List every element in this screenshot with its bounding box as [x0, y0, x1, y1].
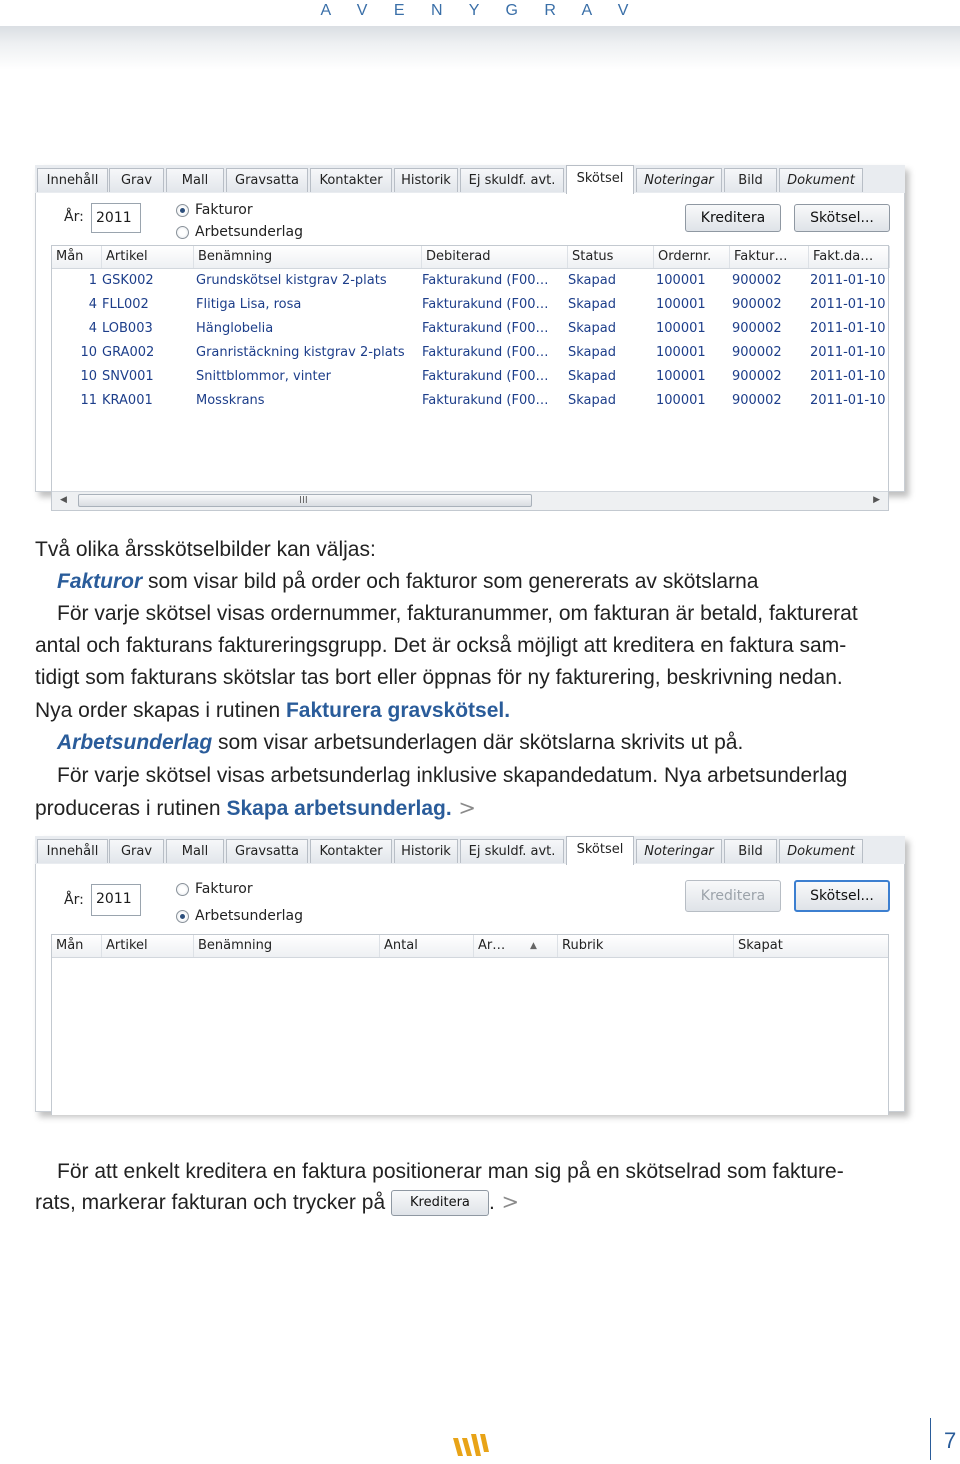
kreditera-button[interactable]: Kreditera: [685, 204, 781, 232]
tab-historik[interactable]: Historik: [394, 168, 458, 192]
cell-man: 4: [88, 297, 97, 312]
horizontal-scrollbar[interactable]: [52, 491, 888, 510]
column-header[interactable]: Benämning: [194, 246, 422, 268]
text-fragment: rats, markerar fakturan och trycker på: [35, 1191, 391, 1214]
cell-benamning: Flitiga Lisa, rosa: [196, 297, 302, 312]
cell-man: 4: [88, 321, 97, 336]
cell-fakt-datum: 2011-01-10: [810, 345, 886, 360]
cell-benamning: Granristäckning kistgrav 2-plats: [196, 345, 405, 360]
skapa-arbetsunderlag-link: Skapa arbetsunderlag.: [226, 797, 452, 820]
cell-status: Skapad: [568, 321, 616, 336]
tab-bild[interactable]: Bild: [724, 168, 777, 192]
skotsel-button[interactable]: Skötsel...: [794, 204, 890, 232]
year-label: År:: [64, 892, 84, 908]
radio-arbetsunderlag-label: Arbetsunderlag: [195, 224, 303, 240]
text-line: antal och fakturans faktureringsgrupp. Det är också möjligt att kreditera en faktura sam-: [35, 634, 847, 657]
cell-artikel: FLL002: [102, 297, 149, 312]
cell-ordernr: 100001: [656, 297, 706, 312]
radio-fakturor-label: Fakturor: [195, 202, 253, 218]
year-input[interactable]: 2011: [91, 884, 141, 916]
year-label: År:: [64, 209, 84, 225]
table-header: [52, 246, 888, 269]
column-header[interactable]: Status: [568, 246, 654, 268]
scroll-right-icon[interactable]: ▶: [873, 495, 880, 505]
cell-debiterad: Fakturakund (F00…: [422, 345, 549, 360]
page-number: 7: [944, 1428, 957, 1453]
cell-ordernr: 100001: [656, 321, 706, 336]
table-row[interactable]: [52, 365, 888, 389]
kreditera-inline-button: Kreditera: [391, 1190, 489, 1216]
sort-ascending-icon: ▲: [530, 941, 537, 951]
radio-arbetsunderlag[interactable]: [176, 224, 303, 240]
column-header[interactable]: Ordernr.: [654, 246, 730, 268]
arbetsunderlag-table: [51, 934, 889, 1115]
screenshot-arbetsunderlag: [35, 836, 905, 1112]
arbetsunderlag-term: Arbetsunderlag: [57, 731, 213, 754]
cell-fakturanr: 900002: [732, 297, 782, 312]
scrollbar-thumb[interactable]: [78, 494, 532, 507]
scroll-left-icon[interactable]: ◀: [60, 495, 67, 505]
tab-gravsatta[interactable]: Gravsatta: [226, 168, 308, 192]
radio-selected-icon: [176, 910, 189, 923]
table-row[interactable]: [52, 389, 888, 413]
cell-man: 11: [80, 393, 97, 408]
fakturor-table: [51, 245, 889, 511]
cell-artikel: SNV001: [102, 369, 154, 384]
header-title: A V E N Y G R A V: [320, 2, 640, 19]
year-input[interactable]: 2011: [91, 203, 141, 233]
text-line: [35, 699, 915, 723]
tab-kontakter[interactable]: Kontakter: [310, 839, 392, 863]
header-band: [0, 26, 960, 70]
cell-ordernr: 100001: [656, 273, 706, 288]
cell-fakt-datum: 2011-01-10: [810, 321, 886, 336]
grip-icon: III: [299, 495, 308, 506]
cell-debiterad: Fakturakund (F00…: [422, 369, 549, 384]
cell-debiterad: Fakturakund (F00…: [422, 297, 549, 312]
cell-man: 10: [80, 369, 97, 384]
tab-grav[interactable]: Grav: [109, 839, 164, 863]
text-fragment: Nya order skapas i rutinen: [35, 699, 286, 722]
fakturor-term: Fakturor: [57, 570, 143, 593]
column-header[interactable]: Mån: [52, 935, 102, 957]
column-header[interactable]: Rubrik: [558, 935, 734, 957]
radio-fakturor-label: Fakturor: [195, 881, 253, 897]
tab-mall[interactable]: Mall: [166, 168, 224, 192]
tab-bild[interactable]: Bild: [724, 839, 777, 863]
cell-fakturanr: 900002: [732, 273, 782, 288]
kreditera-button[interactable]: Kreditera: [685, 880, 781, 912]
tab-skotsel[interactable]: Skötsel: [566, 165, 634, 194]
text-fragment: .: [488, 1191, 495, 1214]
tab-grav[interactable]: Grav: [109, 168, 164, 192]
cell-artikel: KRA001: [102, 393, 153, 408]
radio-unselected-icon: [176, 883, 189, 896]
logo-icon: [453, 1430, 489, 1460]
column-header[interactable]: Skapat: [738, 938, 783, 953]
skotsel-button[interactable]: Skötsel...: [794, 880, 890, 912]
cell-fakt-datum: 2011-01-10: [810, 369, 886, 384]
tab-dokument[interactable]: Dokument: [779, 168, 863, 192]
text-line: [35, 796, 915, 821]
tab-skotsel[interactable]: Skötsel: [566, 836, 634, 865]
column-header[interactable]: Debiterad: [422, 246, 568, 268]
cell-ordernr: 100001: [656, 393, 706, 408]
table-header: [52, 935, 888, 958]
tab-bar: [35, 836, 905, 865]
radio-fakturor[interactable]: [176, 202, 253, 218]
cell-fakturanr: 900002: [732, 321, 782, 336]
tab-noteringar[interactable]: Noteringar: [636, 839, 722, 863]
cell-benamning: Snittblommor, vinter: [196, 369, 331, 384]
text-line: För varje skötsel visas arbetsunderlag inklusive skapandedatum. Nya arbetsunderlag: [57, 764, 848, 787]
text-line: tidigt som fakturans skötslar tas bort eller öppnas för ny fakturering, beskrivning nedan.: [35, 666, 843, 689]
cell-debiterad: Fakturakund (F00…: [422, 273, 549, 288]
tab-innehall[interactable]: Innehåll: [37, 168, 108, 192]
cell-artikel: GRA002: [102, 345, 155, 360]
column-header[interactable]: Artikel: [102, 935, 194, 957]
intro-text: Två olika årsskötselbilder kan väljas:: [35, 538, 376, 561]
radio-fakturor[interactable]: [176, 881, 253, 897]
cell-status: Skapad: [568, 369, 616, 384]
tab-innehall[interactable]: Innehåll: [37, 839, 108, 863]
cell-benamning: Hänglobelia: [196, 321, 274, 336]
radio-selected-icon: [176, 204, 189, 217]
column-header[interactable]: [474, 935, 558, 957]
cell-fakt-datum: 2011-01-10: [810, 273, 886, 288]
cell-man: 1: [88, 273, 97, 288]
cell-debiterad: Fakturakund (F00…: [422, 321, 549, 336]
cell-artikel: LOB003: [102, 321, 153, 336]
text-line: För varje skötsel visas ordernummer, fakturanummer, om fakturan är betald, fakturerat: [57, 602, 858, 625]
column-header[interactable]: Benämning: [194, 935, 380, 957]
cell-ordernr: 100001: [656, 369, 706, 384]
tab-bar: [35, 165, 905, 194]
column-header[interactable]: Faktur…: [730, 246, 809, 268]
cell-status: Skapad: [568, 273, 616, 288]
column-header-label: Ar…: [478, 938, 506, 953]
cell-benamning: Grundskötsel kistgrav 2-plats: [196, 273, 387, 288]
cell-fakturanr: 900002: [732, 369, 782, 384]
arbetsunderlag-rest: som visar arbetsunderlagen där skötslarna skrivits ut på.: [212, 731, 744, 754]
cell-status: Skapad: [568, 393, 616, 408]
radio-arbetsunderlag-label: Arbetsunderlag: [195, 908, 303, 924]
skotsel-panel: [35, 864, 905, 1112]
cell-benamning: Mosskrans: [196, 393, 265, 408]
radio-arbetsunderlag[interactable]: [176, 908, 303, 924]
page-number-separator: [930, 1418, 931, 1460]
arrow-icon: >: [494, 1190, 520, 1214]
cell-status: Skapad: [568, 345, 616, 360]
tab-ej-skuldf-avt[interactable]: Ej skuldf. avt.: [460, 168, 564, 192]
tab-ej-skuldf-avt[interactable]: Ej skuldf. avt.: [460, 839, 564, 863]
cell-fakturanr: 900002: [732, 393, 782, 408]
tab-gravsatta[interactable]: Gravsatta: [226, 839, 308, 863]
cell-debiterad: Fakturakund (F00…: [422, 393, 549, 408]
table-row[interactable]: [52, 317, 888, 341]
tab-kontakter[interactable]: Kontakter: [310, 168, 392, 192]
fakturor-rest: som visar bild på order och fakturor som genererats av skötslarna: [142, 570, 759, 593]
column-header[interactable]: Antal: [380, 935, 474, 957]
cell-artikel: GSK002: [102, 273, 154, 288]
cell-status: Skapad: [568, 297, 616, 312]
skotsel-panel: [35, 193, 905, 506]
fakturera-gravskotsel-link: Fakturera gravskötsel.: [285, 699, 511, 722]
radio-unselected-icon: [176, 226, 189, 239]
arbetsunderlag-description: [57, 731, 937, 755]
text-fragment: produceras i rutinen: [35, 797, 227, 820]
text-line: [35, 1190, 915, 1216]
tab-dokument[interactable]: Dokument: [779, 839, 863, 863]
text-line: För att enkelt kreditera en faktura positionerar man sig på en skötselrad som fakture-: [57, 1160, 844, 1183]
screenshot-fakturor: [35, 165, 905, 506]
cell-fakt-datum: 2011-01-10: [810, 393, 886, 408]
column-header[interactable]: Mån: [52, 246, 102, 268]
arrow-icon: >: [451, 796, 476, 820]
cell-man: 10: [80, 345, 97, 360]
column-header[interactable]: Fakt.da…: [809, 246, 890, 268]
cell-fakt-datum: 2011-01-10: [810, 297, 886, 312]
tab-noteringar[interactable]: Noteringar: [636, 168, 722, 192]
table-row[interactable]: [52, 293, 888, 317]
cell-ordernr: 100001: [656, 345, 706, 360]
tab-historik[interactable]: Historik: [394, 839, 458, 863]
fakturor-description: [57, 570, 937, 594]
table-row[interactable]: [52, 341, 888, 365]
table-row[interactable]: [52, 269, 888, 293]
column-header[interactable]: Artikel: [102, 246, 194, 268]
cell-fakturanr: 900002: [732, 345, 782, 360]
tab-mall[interactable]: Mall: [166, 839, 224, 863]
